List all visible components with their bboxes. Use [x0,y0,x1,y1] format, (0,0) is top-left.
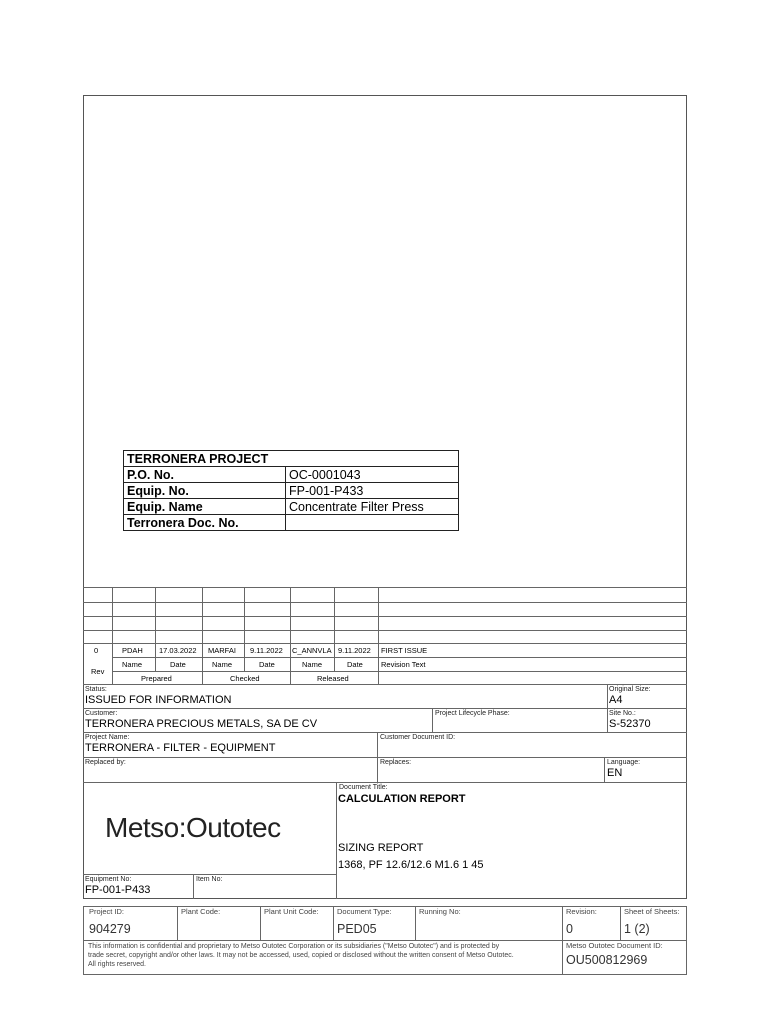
metso-outotec-logo: Metso:Outotec [105,812,281,843]
doc-type-label: Document Type: [337,907,392,916]
equipment-no-value: FP-001-P433 [85,884,151,896]
disclaimer-line-1: This information is confidential and proprietary to Metso Outotec Corporation or its subsidiaries ("Metso Outotec") and is protected by [88,943,500,950]
replaces-label: Replaces: [380,759,412,766]
customer-doc-label: Customer Document ID: [380,734,456,741]
project-id-label: Project ID: [89,907,125,916]
disclaimer-line-2: trade secret, copyright and/or other laws. It may not be accessed, used, copied or disclosed without the written consent of Metso Outotec. [88,952,514,959]
bottom-divider [620,906,621,940]
po-value: OC-0001043 [286,467,459,483]
rev-number: 0 [94,646,99,655]
language-value: EN [607,767,623,779]
doc-type-value: PED05 [337,922,377,936]
doc-title-label: Document Title: [339,784,388,791]
equip-no-value: FP-001-P433 [286,483,459,499]
lifecycle-label: Project Lifecycle Phase: [435,710,510,717]
plant-code-label: Plant Code: [181,907,221,916]
original-size-label: Original Size: [609,686,651,693]
bottom-divider [415,906,416,940]
project-title: TERRONERA PROJECT [124,451,459,467]
doc-subtitle-2: 1368, PF 12.6/12.6 M1.6 1 45 [338,859,484,871]
checked-date: 9.11.2022 [250,646,283,655]
bottom-divider [260,906,261,940]
released-name-header: Name [302,660,323,669]
equip-name-label: Equip. Name [124,499,286,515]
status-label: Status: [85,686,107,693]
table-row [124,483,459,499]
doc-id-value: OU500812969 [566,953,648,967]
prepared-name-header: Name [122,660,143,669]
sheet-label: Sheet of Sheets: [624,907,680,916]
project-id-value: 904279 [89,922,131,936]
doc-title: CALCULATION REPORT [338,793,466,805]
item-no-label: Item No: [196,876,223,883]
customer-value: TERRONERA PRECIOUS METALS, SA DE CV [85,718,318,730]
plant-unit-label: Plant Unit Code: [264,907,319,916]
terronera-doc-label: Terronera Doc. No. [124,515,286,531]
running-no-label: Running No: [419,907,461,916]
released-date-header: Date [347,660,363,669]
prepared-header: Prepared [141,674,172,683]
bottom-divider [333,906,334,940]
table-row [124,499,459,515]
disclaimer-line-3: All rights reserved. [88,961,146,968]
rev-header: Rev [91,667,105,676]
customer-label: Customer: [85,710,118,717]
project-name-label: Project Name: [85,734,130,741]
checked-header: Checked [230,674,260,683]
original-size-value: A4 [609,694,623,706]
site-label: Site No.: [609,710,636,717]
prepared-date: 17.03.2022 [159,646,197,655]
project-name-value: TERRONERA - FILTER - EQUIPMENT [85,742,276,754]
equip-name-value: Concentrate Filter Press [286,499,459,515]
language-label: Language: [607,759,641,766]
revision-text-header: Revision Text [381,660,426,669]
revision-text: FIRST ISSUE [381,646,428,655]
equip-no-label: Equip. No. [124,483,286,499]
table-row [124,467,459,483]
doc-id-label: Metso Outotec Document ID: [566,941,663,950]
sheet-value: 1 (2) [624,922,650,936]
prepared-name: PDAH [122,646,143,655]
doc-subtitle: SIZING REPORT [338,842,424,854]
replaced-by-label: Replaced by: [85,759,126,766]
prepared-date-header: Date [170,660,186,669]
revision-label: Revision: [566,907,597,916]
table-row [124,515,459,531]
po-label: P.O. No. [124,467,286,483]
released-date: 9.11.2022 [338,646,371,655]
revision-value: 0 [566,922,573,936]
project-info-table [123,450,459,531]
equipment-no-label: Equipment No: [85,876,132,883]
status-value: ISSUED FOR INFORMATION [85,694,232,706]
terronera-doc-value [286,515,459,531]
checked-name: MARFAI [208,646,236,655]
released-header: Released [317,674,349,683]
checked-date-header: Date [259,660,275,669]
site-value: S-52370 [609,718,651,730]
bottom-divider [177,906,178,940]
released-name: C_ANNVLA [292,646,332,655]
checked-name-header: Name [212,660,233,669]
